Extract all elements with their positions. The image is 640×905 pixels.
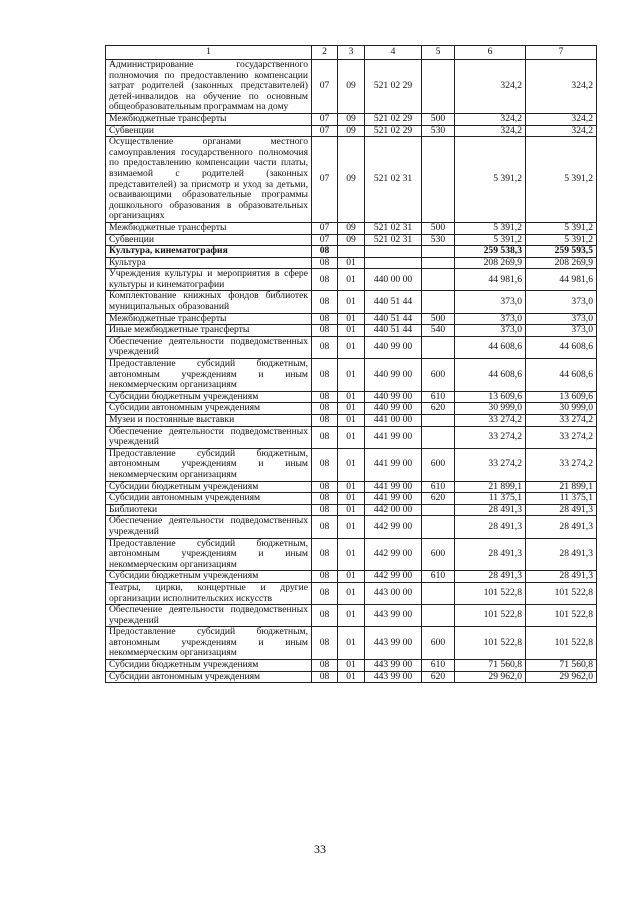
subsection-code-cell: 01 [338, 516, 365, 538]
row-name-cell: Субсидии бюджетным учреждениям [106, 571, 312, 583]
target-article-cell [365, 246, 422, 258]
target-article-cell: 521 02 31 [365, 137, 422, 223]
amount-col6-cell: 373,0 [455, 313, 526, 325]
row-name-cell: Субсидии бюджетным учреждениям [106, 481, 312, 493]
amount-col7-cell: 13 609,6 [526, 391, 597, 403]
amount-col7-cell: 5 391,2 [526, 234, 597, 246]
target-article-cell: 443 99 00 [365, 660, 422, 672]
row-name-cell: Предоставление субсидий бюджетным, автономным учреждениям и иным некоммерческим организациям [106, 538, 312, 571]
amount-col7-cell: 324,2 [526, 125, 597, 137]
amount-col7-cell: 101 522,8 [526, 627, 597, 660]
amount-col6-cell: 208 269,9 [455, 257, 526, 269]
amount-col7-cell: 30 999,0 [526, 403, 597, 415]
amount-col6-cell: 101 522,8 [455, 582, 526, 604]
subsection-code-cell: 09 [338, 137, 365, 223]
section-code-cell: 07 [312, 137, 338, 223]
amount-col7-cell: 44 608,6 [526, 359, 597, 392]
expense-type-cell [422, 60, 455, 114]
table-row [106, 660, 597, 672]
amount-col7-cell: 208 269,9 [526, 257, 597, 269]
amount-col6-cell: 44 608,6 [455, 359, 526, 392]
table-row [106, 415, 597, 427]
subsection-code-cell: 01 [338, 481, 365, 493]
subsection-code-cell: 01 [338, 291, 365, 313]
subsection-code-cell [338, 246, 365, 258]
table-row [106, 291, 597, 313]
subsection-code-cell: 01 [338, 269, 365, 291]
amount-col7-cell: 29 962,0 [526, 671, 597, 683]
table-row [106, 493, 597, 505]
amount-col7-cell: 28 491,3 [526, 538, 597, 571]
target-article-cell [365, 257, 422, 269]
target-article-cell: 521 02 31 [365, 222, 422, 234]
expense-type-cell: 600 [422, 359, 455, 392]
subsection-code-cell: 01 [338, 605, 365, 627]
expense-type-cell: 600 [422, 448, 455, 481]
expense-type-cell [422, 336, 455, 358]
amount-col6-cell: 33 274,2 [455, 415, 526, 427]
target-article-cell: 440 99 00 [365, 359, 422, 392]
subsection-code-cell: 01 [338, 403, 365, 415]
target-article-cell: 441 00 00 [365, 415, 422, 427]
amount-col7-cell: 324,2 [526, 113, 597, 125]
expense-type-cell [422, 516, 455, 538]
section-code-cell: 08 [312, 493, 338, 505]
section-code-cell: 08 [312, 325, 338, 337]
amount-col7-cell: 44 608,6 [526, 336, 597, 358]
amount-col6-cell: 33 274,2 [455, 426, 526, 448]
row-name-cell: Обеспечение деятельности подведомственных учреждений [106, 336, 312, 358]
target-article-cell: 521 02 29 [365, 60, 422, 114]
row-name-cell: Музеи и постоянные выставки [106, 415, 312, 427]
row-name-cell: Предоставление субсидий бюджетным, автономным учреждениям и иным некоммерческим организациям [106, 627, 312, 660]
column-header-3: 3 [338, 46, 365, 60]
column-header-4: 4 [365, 46, 422, 60]
subsection-code-cell: 01 [338, 538, 365, 571]
amount-col7-cell: 373,0 [526, 313, 597, 325]
subsection-code-cell: 01 [338, 257, 365, 269]
subsection-code-cell: 01 [338, 493, 365, 505]
row-name-cell: Иные межбюджетные трансферты [106, 325, 312, 337]
expense-type-cell: 610 [422, 391, 455, 403]
table-row [106, 481, 597, 493]
amount-col6-cell: 5 391,2 [455, 137, 526, 223]
amount-col7-cell: 101 522,8 [526, 605, 597, 627]
amount-col6-cell: 28 491,3 [455, 504, 526, 516]
expense-type-cell: 600 [422, 627, 455, 660]
subsection-code-cell: 01 [338, 415, 365, 427]
amount-col7-cell: 33 274,2 [526, 448, 597, 481]
amount-col6-cell: 13 609,6 [455, 391, 526, 403]
table-row [106, 325, 597, 337]
amount-col6-cell: 33 274,2 [455, 448, 526, 481]
table-row [106, 448, 597, 481]
row-name-cell: Предоставление субсидий бюджетным, автономным учреждениям и иным некоммерческим организациям [106, 448, 312, 481]
subsection-code-cell: 01 [338, 426, 365, 448]
table-row [106, 60, 597, 114]
target-article-cell: 442 99 00 [365, 571, 422, 583]
table-row [106, 137, 597, 223]
section-code-cell: 08 [312, 415, 338, 427]
subsection-code-cell: 01 [338, 448, 365, 481]
table-row [106, 269, 597, 291]
expense-type-cell [422, 291, 455, 313]
column-header-5: 5 [422, 46, 455, 60]
subsection-code-cell: 01 [338, 391, 365, 403]
row-name-cell: Субвенции [106, 234, 312, 246]
row-name-cell: Предоставление субсидий бюджетным, автономным учреждениям и иным некоммерческим организациям [106, 359, 312, 392]
amount-col6-cell: 21 899,1 [455, 481, 526, 493]
table-row [106, 582, 597, 604]
table-row [106, 391, 597, 403]
amount-col7-cell: 373,0 [526, 291, 597, 313]
amount-col7-cell: 44 981,6 [526, 269, 597, 291]
table-row [106, 359, 597, 392]
section-code-cell: 08 [312, 671, 338, 683]
amount-col6-cell: 44 608,6 [455, 336, 526, 358]
section-code-cell: 08 [312, 359, 338, 392]
row-name-cell: Субсидии автономным учреждениям [106, 493, 312, 505]
section-code-cell: 08 [312, 516, 338, 538]
section-code-cell: 08 [312, 571, 338, 583]
amount-col7-cell: 11 375,1 [526, 493, 597, 505]
target-article-cell: 443 99 00 [365, 671, 422, 683]
row-name-cell: Межбюджетные трансферты [106, 222, 312, 234]
amount-col6-cell: 5 391,2 [455, 234, 526, 246]
page-number: 33 [314, 842, 326, 856]
row-name-cell: Субсидии автономным учреждениям [106, 403, 312, 415]
amount-col7-cell: 101 522,8 [526, 582, 597, 604]
target-article-cell: 440 99 00 [365, 403, 422, 415]
target-article-cell: 521 02 29 [365, 113, 422, 125]
subsection-code-cell: 01 [338, 313, 365, 325]
section-code-cell: 08 [312, 448, 338, 481]
expense-type-cell: 610 [422, 660, 455, 672]
amount-col7-cell: 21 899,1 [526, 481, 597, 493]
budget-table [105, 45, 597, 683]
expense-type-cell [422, 415, 455, 427]
target-article-cell: 440 51 44 [365, 325, 422, 337]
target-article-cell: 441 99 00 [365, 481, 422, 493]
target-article-cell: 442 99 00 [365, 516, 422, 538]
target-article-cell: 442 00 00 [365, 504, 422, 516]
amount-col6-cell: 324,2 [455, 113, 526, 125]
section-code-cell: 08 [312, 426, 338, 448]
amount-col7-cell: 28 491,3 [526, 504, 597, 516]
expense-type-cell: 500 [422, 313, 455, 325]
amount-col6-cell: 28 491,3 [455, 516, 526, 538]
section-code-cell: 08 [312, 246, 338, 258]
amount-col7-cell: 71 560,8 [526, 660, 597, 672]
amount-col6-cell: 324,2 [455, 60, 526, 114]
row-name-cell: Библиотеки [106, 504, 312, 516]
amount-col6-cell: 101 522,8 [455, 627, 526, 660]
section-code-cell: 07 [312, 113, 338, 125]
table-row [106, 403, 597, 415]
table-row [106, 571, 597, 583]
amount-col7-cell: 5 391,2 [526, 137, 597, 223]
target-article-cell: 443 99 00 [365, 605, 422, 627]
row-name-cell: Учреждения культуры и мероприятия в сфере культуры и кинематографии [106, 269, 312, 291]
subsection-code-cell: 01 [338, 571, 365, 583]
subsection-code-cell: 01 [338, 671, 365, 683]
section-code-cell: 08 [312, 582, 338, 604]
section-code-cell: 08 [312, 504, 338, 516]
table-row [106, 504, 597, 516]
amount-col7-cell: 28 491,3 [526, 516, 597, 538]
row-name-cell: Культура [106, 257, 312, 269]
expense-type-cell [422, 582, 455, 604]
expense-type-cell: 610 [422, 481, 455, 493]
amount-col7-cell: 373,0 [526, 325, 597, 337]
amount-col6-cell: 373,0 [455, 325, 526, 337]
section-code-cell: 07 [312, 222, 338, 234]
expense-type-cell [422, 137, 455, 223]
section-code-cell: 07 [312, 60, 338, 114]
subsection-code-cell: 09 [338, 222, 365, 234]
section-code-cell: 08 [312, 291, 338, 313]
header-row [106, 46, 597, 60]
row-name-cell: Осуществление органами местного самоуправления государственного полномочия по предоставлению компенсации части платы, взимаемой с родителей (законных представителей) за присмотр и уход за детьми, осваивающими образовательные программы дошкольного образования в образовательных организациях [106, 137, 312, 223]
row-name-cell: Обеспечение деятельности подведомственных учреждений [106, 426, 312, 448]
section-code-cell: 08 [312, 269, 338, 291]
target-article-cell: 440 00 00 [365, 269, 422, 291]
target-article-cell: 442 99 00 [365, 538, 422, 571]
expense-type-cell: 530 [422, 234, 455, 246]
expense-type-cell [422, 504, 455, 516]
expense-type-cell: 610 [422, 571, 455, 583]
amount-col6-cell: 5 391,2 [455, 222, 526, 234]
subsection-code-cell: 01 [338, 582, 365, 604]
amount-col6-cell: 11 375,1 [455, 493, 526, 505]
target-article-cell: 440 99 00 [365, 336, 422, 358]
target-article-cell: 441 99 00 [365, 448, 422, 481]
row-name-cell: Культура, кинематография [106, 246, 312, 258]
expense-type-cell: 540 [422, 325, 455, 337]
target-article-cell: 440 51 44 [365, 291, 422, 313]
subsection-code-cell: 01 [338, 627, 365, 660]
table-row [106, 516, 597, 538]
table-row [106, 627, 597, 660]
section-code-cell: 08 [312, 403, 338, 415]
table-row [106, 313, 597, 325]
amount-col6-cell: 259 538,3 [455, 246, 526, 258]
expense-type-cell: 620 [422, 493, 455, 505]
target-article-cell: 521 02 31 [365, 234, 422, 246]
row-name-cell: Субсидии бюджетным учреждениям [106, 660, 312, 672]
table-row [106, 257, 597, 269]
expense-type-cell: 500 [422, 222, 455, 234]
target-article-cell: 443 00 00 [365, 582, 422, 604]
amount-col7-cell: 324,2 [526, 60, 597, 114]
table-row [106, 222, 597, 234]
row-name-cell: Субвенции [106, 125, 312, 137]
column-header-2: 2 [312, 46, 338, 60]
section-code-cell: 08 [312, 313, 338, 325]
row-name-cell: Субсидии автономным учреждениям [106, 671, 312, 683]
section-code-cell: 07 [312, 234, 338, 246]
row-name-cell: Администрирование государственного полномочия по предоставлению компенсации затрат родителей (законных представителей) детей-инвалидов на обучение по основным общеобразовательным программам на дому [106, 60, 312, 114]
section-code-cell: 08 [312, 391, 338, 403]
table-body [106, 60, 597, 683]
amount-col6-cell: 373,0 [455, 291, 526, 313]
subsection-code-cell: 01 [338, 359, 365, 392]
expense-type-cell [422, 605, 455, 627]
section-code-cell: 08 [312, 538, 338, 571]
target-article-cell: 440 99 00 [365, 391, 422, 403]
target-article-cell: 443 99 00 [365, 627, 422, 660]
expense-type-cell [422, 426, 455, 448]
row-name-cell: Комплектование книжных фондов библиотек муниципальных образований [106, 291, 312, 313]
section-code-cell: 08 [312, 660, 338, 672]
amount-col6-cell: 324,2 [455, 125, 526, 137]
column-header-6: 6 [455, 46, 526, 60]
expense-type-cell [422, 257, 455, 269]
table-row [106, 234, 597, 246]
row-name-cell: Межбюджетные трансферты [106, 113, 312, 125]
target-article-cell: 441 99 00 [365, 426, 422, 448]
expense-type-cell: 500 [422, 113, 455, 125]
expense-type-cell: 620 [422, 403, 455, 415]
table-row [106, 538, 597, 571]
subsection-code-cell: 09 [338, 234, 365, 246]
table-row [106, 246, 597, 258]
amount-col7-cell: 33 274,2 [526, 426, 597, 448]
subsection-code-cell: 01 [338, 336, 365, 358]
section-code-cell: 07 [312, 125, 338, 137]
section-code-cell: 08 [312, 627, 338, 660]
amount-col6-cell: 29 962,0 [455, 671, 526, 683]
section-code-cell: 08 [312, 257, 338, 269]
table-row [106, 336, 597, 358]
subsection-code-cell: 09 [338, 113, 365, 125]
row-name-cell: Субсидии бюджетным учреждениям [106, 391, 312, 403]
expense-type-cell: 600 [422, 538, 455, 571]
amount-col6-cell: 28 491,3 [455, 538, 526, 571]
table-row [106, 426, 597, 448]
target-article-cell: 440 51 44 [365, 313, 422, 325]
amount-col6-cell: 71 560,8 [455, 660, 526, 672]
amount-col7-cell: 28 491,3 [526, 571, 597, 583]
target-article-cell: 441 99 00 [365, 493, 422, 505]
section-code-cell: 08 [312, 336, 338, 358]
amount-col6-cell: 30 999,0 [455, 403, 526, 415]
expense-type-cell [422, 269, 455, 291]
subsection-code-cell: 09 [338, 60, 365, 114]
amount-col7-cell: 33 274,2 [526, 415, 597, 427]
expense-type-cell: 620 [422, 671, 455, 683]
amount-col6-cell: 101 522,8 [455, 605, 526, 627]
subsection-code-cell: 01 [338, 325, 365, 337]
expense-type-cell: 530 [422, 125, 455, 137]
table-row [106, 671, 597, 683]
amount-col7-cell: 259 593,5 [526, 246, 597, 258]
expense-type-cell [422, 246, 455, 258]
section-code-cell: 08 [312, 605, 338, 627]
amount-col7-cell: 5 391,2 [526, 222, 597, 234]
table-row [106, 605, 597, 627]
target-article-cell: 521 02 29 [365, 125, 422, 137]
amount-col6-cell: 28 491,3 [455, 571, 526, 583]
section-code-cell: 08 [312, 481, 338, 493]
column-header-1: 1 [106, 46, 312, 60]
row-name-cell: Обеспечение деятельности подведомственных учреждений [106, 516, 312, 538]
subsection-code-cell: 01 [338, 660, 365, 672]
row-name-cell: Театры, цирки, концертные и другие организации исполнительских искусств [106, 582, 312, 604]
amount-col6-cell: 44 981,6 [455, 269, 526, 291]
subsection-code-cell: 09 [338, 125, 365, 137]
subsection-code-cell: 01 [338, 504, 365, 516]
table-row [106, 113, 597, 125]
row-name-cell: Межбюджетные трансферты [106, 313, 312, 325]
row-name-cell: Обеспечение деятельности подведомственных учреждений [106, 605, 312, 627]
table-row [106, 125, 597, 137]
column-header-7: 7 [526, 46, 597, 60]
